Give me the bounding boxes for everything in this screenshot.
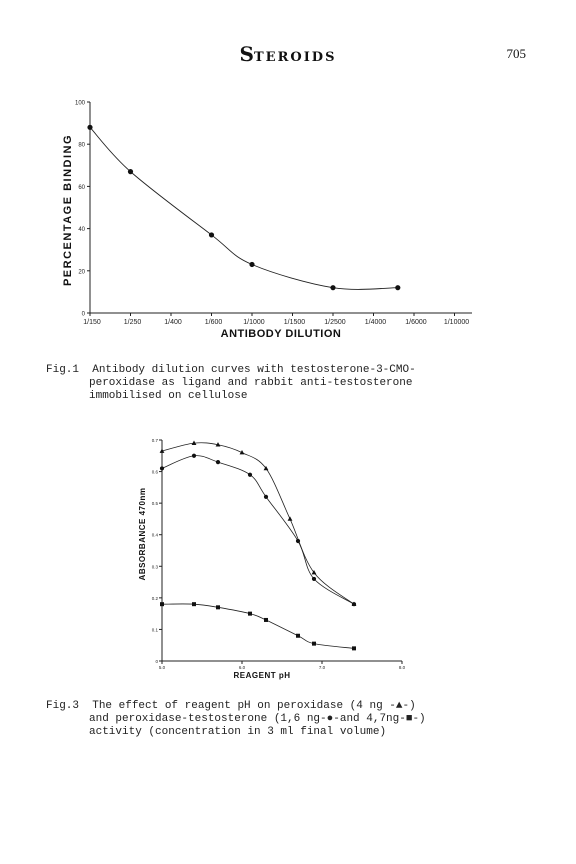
fig3-data-point-circle — [264, 495, 268, 499]
fig3-caption — [46, 700, 516, 739]
fig3-y-tick-label: 0.7 — [151, 438, 158, 443]
fig1-x-tick-label: 1/250 — [123, 319, 142, 326]
fig3-series-line-circle — [162, 456, 354, 605]
fig3-x-tick-label: 7.0 — [318, 665, 326, 670]
fig3-x-axis-title: REAGENT pH — [233, 671, 291, 680]
fig3-data-point-square — [192, 602, 196, 606]
fig1-y-tick-label: 80 — [78, 142, 85, 149]
fig1-x-tick-label: 1/600 — [204, 319, 223, 326]
fig1-y-tick-label: 0 — [81, 311, 85, 318]
fig3-x-tick-label: 5.0 — [158, 665, 166, 670]
fig3-data-point-circle — [216, 460, 220, 464]
fig1-x-tick-label: 1/4000 — [364, 319, 387, 326]
fig3-y-tick-label: 0.4 — [151, 532, 158, 538]
fig1-caption — [46, 364, 516, 403]
fig3-data-point-square — [296, 634, 300, 638]
fig3-y-tick-label: 0.3 — [151, 564, 158, 570]
fig3-caption-line-3: activity (concentration in 3 ml final volume) — [89, 726, 387, 738]
fig1-x-tick-label: 1/6000 — [405, 319, 427, 326]
fig3-caption-label: Fig.3 — [46, 700, 80, 712]
fig1-caption-line-2: peroxidase as ligand and rabbit anti-testosterone — [89, 377, 413, 389]
fig3-x-tick-label: 6.0 — [238, 665, 246, 670]
fig3-series-line-triangle — [162, 443, 354, 604]
fig3-y-tick-label: 0.5 — [151, 501, 158, 507]
fig1-x-tick-label: 1/400 — [164, 319, 182, 326]
fig1-antibody-dilution-chart — [0, 0, 576, 370]
fig3-data-point-square — [160, 602, 164, 606]
fig3-y-tick-label: 0 — [155, 659, 158, 664]
fig3-y-axis-title: ABSORBANCE 470nm — [138, 487, 147, 581]
fig3-data-point-square — [248, 612, 252, 616]
fig1-x-tick-label: 1/1000 — [243, 319, 265, 326]
fig1-y-axis-title: PERCENTAGE BINDING — [62, 133, 74, 287]
fig1-data-point — [395, 285, 400, 290]
fig3-data-point-circle — [312, 577, 316, 581]
fig1-y-tick-label: 60 — [78, 184, 85, 191]
fig3-caption-line-2: and peroxidase-testosterone (1,6 ng-●-and 4,7ng-■-) — [89, 713, 426, 725]
fig3-data-point-square — [216, 605, 220, 609]
journal-title-rest: TEROIDS — [254, 50, 337, 65]
fig3-data-point-circle — [352, 602, 356, 606]
fig3-data-point-circle — [160, 466, 164, 470]
fig3-x-tick-label: 8.0 — [398, 665, 406, 670]
fig1-y-tick-label: 40 — [78, 227, 85, 234]
fig1-data-point — [87, 125, 92, 130]
fig1-data-point — [128, 169, 133, 174]
fig3-data-point-square — [312, 642, 316, 646]
fig1-y-tick-label: 100 — [74, 100, 85, 107]
fig1-x-tick-label: 1/150 — [83, 319, 101, 326]
fig3-series-line-square — [162, 604, 354, 648]
fig1-x-tick-label: 1/10000 — [443, 319, 470, 326]
fig3-y-tick-label: 0.2 — [151, 595, 158, 601]
fig3-data-point-triangle — [288, 516, 293, 520]
fig3-y-tick-label: 0.6 — [151, 469, 158, 475]
fig1-x-axis-title: ANTIBODY DILUTION — [220, 328, 342, 340]
fig3-data-point-circle — [296, 539, 300, 543]
fig3-data-point-square — [264, 618, 268, 622]
fig3-reagent-ph-chart — [0, 430, 576, 690]
page-number: 705 — [506, 46, 526, 61]
fig1-y-tick-label: 20 — [78, 269, 85, 276]
fig1-caption-label: Fig.1 — [46, 364, 80, 376]
fig1-data-point — [249, 262, 254, 267]
fig3-data-point-circle — [192, 454, 196, 458]
fig3-caption-line-1: Fig.3 The effect of reagent pH on peroxidase (4 ng -▲-) — [46, 700, 416, 712]
fig1-data-point — [209, 232, 214, 237]
fig1-data-point — [330, 285, 335, 290]
fig3-data-point-square — [352, 646, 356, 650]
fig3-y-tick-label: 0.1 — [151, 627, 158, 633]
fig3-data-point-circle — [248, 473, 252, 477]
fig1-caption-line-3: immobilised on cellulose — [89, 390, 248, 402]
fig1-x-tick-label: 1/2500 — [324, 319, 346, 326]
fig1-series-line — [90, 127, 398, 289]
fig1-caption-line-1: Fig.1 Antibody dilution curves with testosterone-3-CMO- — [46, 364, 416, 376]
fig1-x-tick-label: 1/1500 — [283, 319, 306, 326]
journal-title-initial: S — [239, 42, 254, 66]
